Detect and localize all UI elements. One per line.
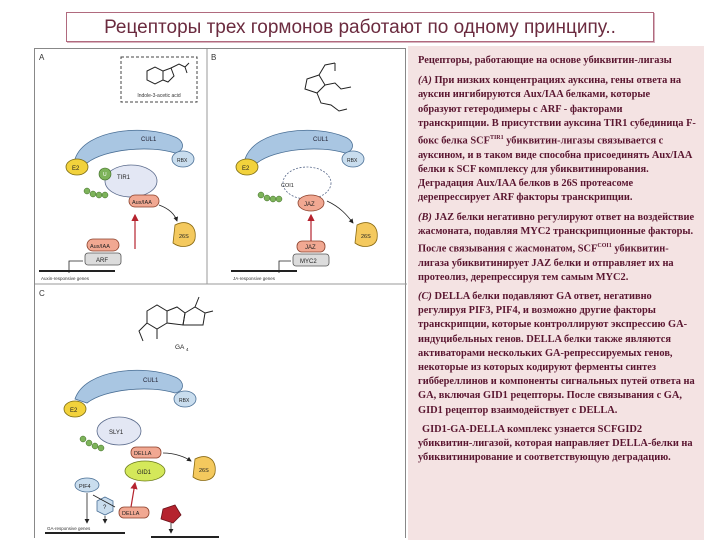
e2-b-label: E2 (242, 166, 250, 172)
slide-title: Рецепторы трех гормонов работают по одному принципу.. (66, 12, 654, 42)
gene-a-label: Auxin-responsive genes (41, 276, 90, 281)
gene-b-label: JA-responsive genes (233, 276, 276, 281)
paragraph-b (418, 211, 696, 285)
rbx-label: RBX (177, 158, 188, 164)
rbx-c-label: RBX (179, 398, 190, 404)
della-activated-target (161, 505, 181, 523)
paragraph-a-tag: (А) (418, 75, 432, 87)
arrow-to-proteasome-b (327, 201, 353, 223)
cul1-scaffold-c (75, 370, 183, 403)
sly1-label: SLY1 (109, 430, 124, 436)
paragraph-a-body: При низких концентрациях ауксина, гены ответа на ауксин ингибируются Aux/IAA белками, которые образуют гетеродимеры с ARF - факторами транскрипции. В присутствии ауксина TIR1 субединица F-бокс белка SCF (418, 75, 696, 147)
ga-structure (139, 297, 213, 341)
arrow-della-up (131, 483, 135, 507)
tir1-fbox (105, 165, 157, 197)
rbx-b-label: RBX (347, 158, 358, 164)
e2-c-label: E2 (70, 408, 78, 414)
s26-b-label: 26S (361, 234, 371, 240)
paragraph-b-tag: (B) (418, 211, 432, 223)
arrow-to-proteasome-a (159, 205, 177, 221)
cul1-scaffold (75, 130, 183, 163)
paragraph-a (418, 74, 696, 205)
paragraph-c (418, 290, 696, 418)
ubiquitin-chain-a (84, 188, 108, 198)
auxiaa-bottom-label: Aux/IAA (90, 244, 110, 250)
paragraph-b-sup: COI1 (597, 242, 612, 249)
paragraph-c-tag: (C) (418, 290, 432, 302)
paragraph-c-body: DELLA белки подавляют GA ответ, негативно регулируя PIF3, PIF4, и возможно другие факторы транскрипции, которые контроллируют экспрессию GA-индуцибельных генов. DELLA белки также являются активаторами нескольких GA-репрессируемых генов, некоторые из которых кодируют ферменты синтез гиббереллинов и компоненты сигнальных путей ответа на GA, включая GID1 рецепторы. После связывания с GA, GID1 рецептор взаимодействует с DELLA. (418, 290, 695, 416)
myc2-label: MYC2 (300, 259, 317, 265)
cul1-b-label: CUL1 (313, 137, 329, 143)
ga-compound-name: GA (175, 344, 185, 351)
panel-b-letter: B (211, 53, 217, 62)
panel-c-letter: C (39, 289, 45, 298)
receptor-diagram (35, 49, 407, 539)
jaz-top-label: JAZ (304, 202, 315, 208)
paragraph-c-last: GID1-GA-DELLA комплекс узнается SCFGID2 убиквитин-лигазой, которая направляет DELLA-белки на убиквитинирование и соответствующую деградацию. (418, 423, 693, 464)
paragraph-b-body: JAZ белки негативно регулируют ответ на воздействие жасмоната, подавляя MYC2 транскрипционные факторы. После связывания с жасмонатом, SCF (418, 211, 695, 255)
intro-paragraph: Рецепторы, работающие на основе убиквитин-лигазы (418, 55, 672, 66)
arf-label: ARF (96, 258, 108, 264)
e2-label: E2 (72, 166, 80, 172)
unknown-factor-label: ? (103, 505, 107, 511)
della-top-label: DELLA (134, 451, 152, 457)
description-panel (408, 46, 704, 540)
cul1-c-label: CUL1 (143, 378, 159, 384)
pif4-label: PIF4 (79, 484, 91, 490)
panel-c (39, 289, 219, 537)
ubiquitin-a-label: U (103, 172, 107, 178)
della-bottom-label: DELLA (122, 511, 140, 517)
coi1-label: COI1 (281, 183, 294, 189)
cul1-label: CUL1 (141, 137, 157, 143)
panel-a (39, 53, 197, 281)
paragraph-a-sup: TIR1 (489, 135, 504, 142)
auxiaa-top-label: Aux/IAA (132, 200, 152, 206)
ubiquitin-chain-b (258, 192, 282, 202)
panel-b (211, 53, 377, 281)
paragraph-b-body2: убиквитин-лигаза убиквитинирует JAZ белки и отправляет их на протеолиз, дерепрессируя тем самым MYC2. (418, 243, 674, 283)
panel-a-letter: A (39, 53, 45, 62)
s26-c-label: 26S (199, 468, 209, 474)
hormone-receptor-figure (34, 48, 406, 538)
s26-a-label: 26S (179, 234, 189, 240)
jaz-bottom-label: JAZ (305, 245, 316, 251)
gid1-label: GID1 (137, 470, 152, 476)
ja-structure (305, 63, 351, 111)
arrow-to-proteasome-c (163, 453, 191, 461)
gene-c-label: GA-responsive genes (47, 526, 91, 531)
tir1-label: TIR1 (117, 175, 131, 181)
iaa-compound-name: Indole-3-acetic acid (137, 93, 181, 99)
cul1-scaffold-b (245, 130, 353, 163)
ga-compound-sub: 4 (186, 347, 189, 352)
paragraph-a-body2: убиквитин-лигазы связывается с ауксином, и в таком виде способна присоединять Aux/IAA белки к SCF комплексу для убиквитинирования. Деградация Aux/IAA белков в 26S протеасоме дерепрессирует ARF факторы транскрипции. (418, 135, 692, 204)
